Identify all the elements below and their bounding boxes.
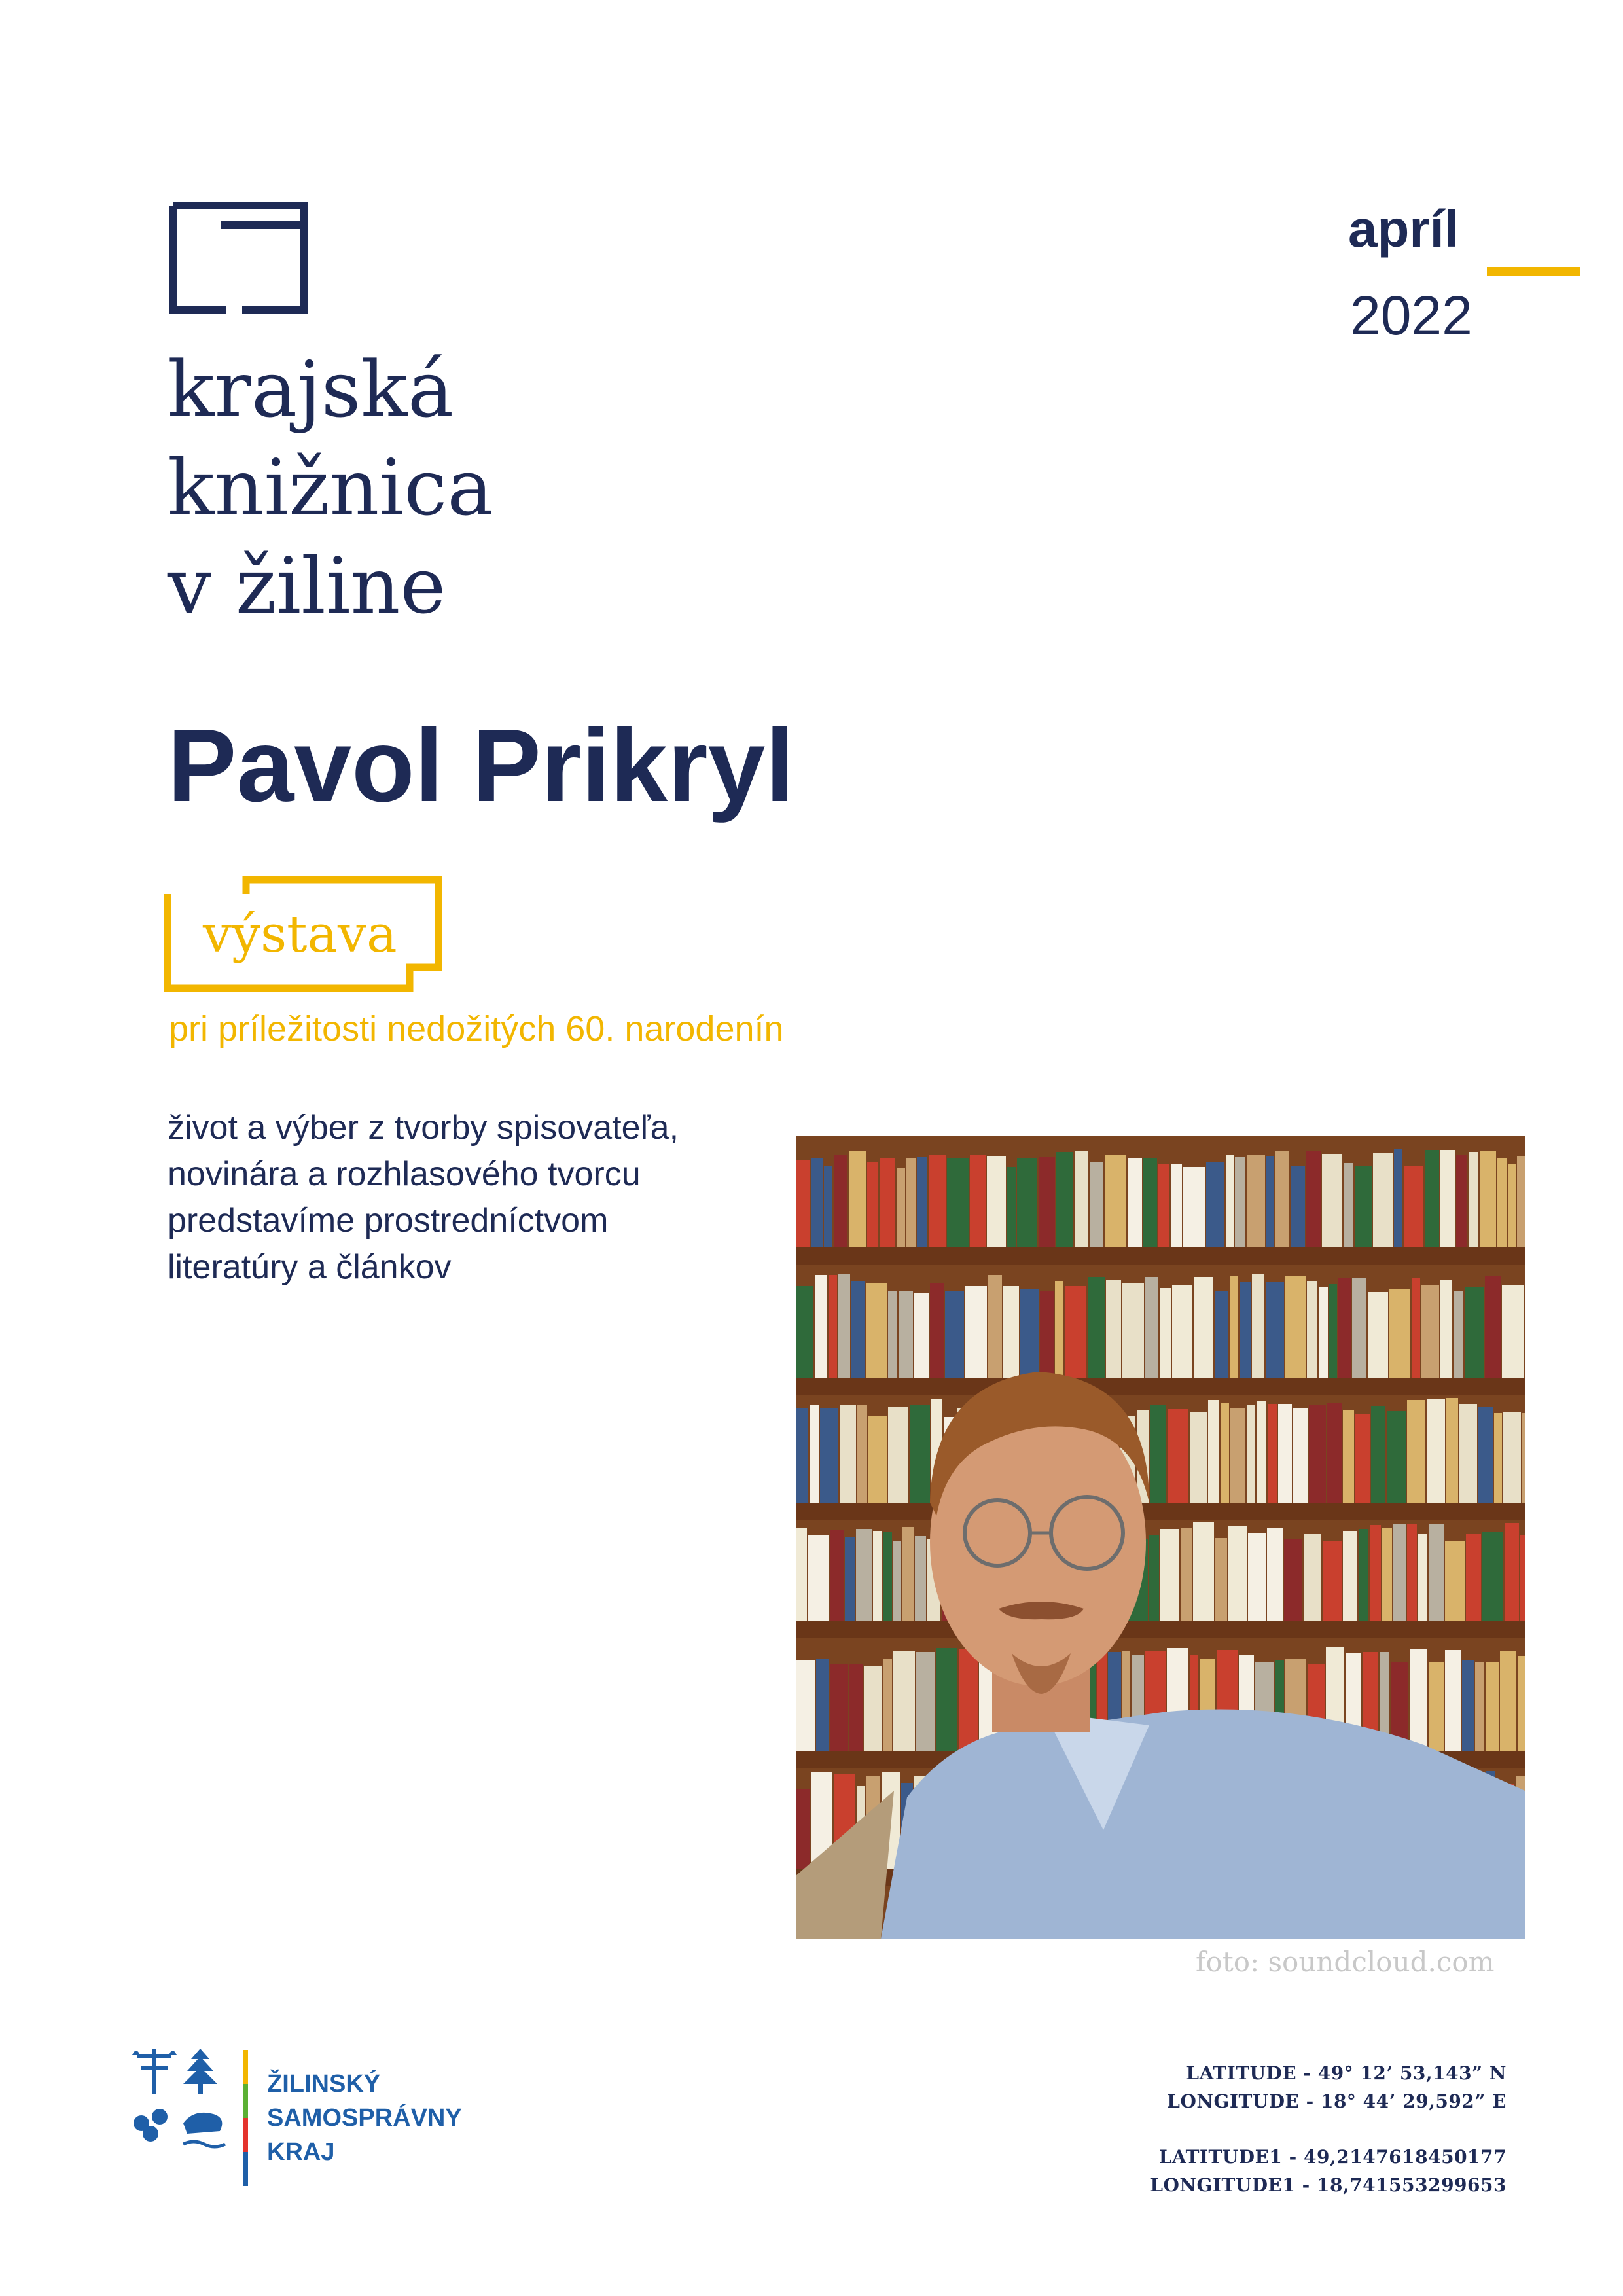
shelf-board [796,1247,1525,1265]
book-spine [1456,1155,1467,1247]
event-description [168,1105,822,1291]
book-spine [1088,1277,1105,1378]
book-spine [857,1405,867,1503]
library-name-line-1: krajská [168,344,454,435]
book-spine [1230,1408,1245,1503]
book-spine [840,1405,856,1503]
shelf-board [796,1503,1525,1520]
book-spine [1168,1409,1188,1503]
book-spine [1266,1282,1284,1378]
book-spine [1370,1525,1381,1621]
book-spine [899,1291,913,1378]
book-spine [1206,1162,1224,1247]
event-title: Pavol Prikryl [168,708,794,823]
book-spine [1215,1291,1228,1378]
book-spine [883,1659,892,1751]
book-spine [929,1155,946,1247]
book-spine [883,1532,892,1621]
book-spine [829,1275,837,1378]
book-spine [1230,1276,1238,1378]
book-spine [1445,1541,1465,1621]
book-spine [916,1652,935,1751]
description-line-2: novinára a rozhlasového tvorcu [168,1155,641,1193]
book-spine [1500,1651,1516,1751]
book-spine [1329,1284,1337,1378]
book-spine [820,1408,838,1503]
book-spine [1235,1157,1245,1247]
book-spine [815,1275,827,1378]
book-spine [1171,1164,1182,1247]
book-spine [849,1664,863,1751]
book-spine [1427,1399,1445,1503]
book-spine [868,1416,887,1503]
book-spine [1327,1403,1342,1503]
book-spine [1373,1153,1393,1247]
book-spine [867,1162,878,1247]
book-spine [1418,1534,1427,1621]
book-spine [856,1529,872,1621]
book-spine [1355,1414,1370,1503]
book-spine [959,1649,978,1751]
book-spine [1278,1404,1292,1503]
book-spine [824,1166,832,1247]
book-spine [1145,1277,1158,1378]
book-spine [1275,1151,1289,1247]
book-spine [906,1158,916,1247]
book-spine [1252,1274,1264,1378]
book-spine [897,1168,905,1247]
book-spine [1284,1539,1302,1621]
book-spine [914,1293,929,1378]
book-spine [816,1659,829,1751]
book-spine [1344,1163,1353,1247]
book-spine [1368,1292,1388,1378]
book-spine [1407,1524,1417,1621]
book-spine [1158,1164,1169,1247]
book-spine [1150,1405,1166,1503]
library-name-line-2: knižnica [168,442,493,533]
book-spine [1440,1150,1455,1247]
library-logo-icon [169,202,308,314]
library-name [168,340,493,635]
photo-credit: foto: soundcloud.com [1196,1946,1495,1978]
description-line-4: literatúry a článkov [168,1248,452,1286]
book-spine [1248,1533,1266,1621]
date-year: 2022 [1350,285,1472,346]
book-spine [1003,1286,1019,1378]
book-spine [1323,1541,1342,1621]
book-spine [1425,1150,1439,1247]
book-spine [1183,1167,1205,1247]
book-spine [1128,1158,1142,1247]
book-spine [888,1291,897,1378]
book-spine [1106,1280,1121,1378]
book-spine [1407,1400,1425,1503]
book-spine [812,1158,823,1247]
book-spine [1445,1650,1461,1751]
book-spine [1194,1277,1213,1378]
book-spine [965,1286,987,1378]
book-spine [1190,1412,1207,1503]
exhibition-label: výstava [203,905,397,964]
book-spine [1394,1149,1402,1247]
latitude: LATITUDE - 49° 12’ 53,143” N [1186,2062,1507,2084]
book-spine [1382,1528,1392,1621]
book-spine [1440,1280,1452,1378]
book-spine [1429,1524,1444,1621]
book-spine [838,1274,850,1378]
latitude1: LATITUDE1 - 49,2147618450177 [1158,2146,1507,2168]
book-spine [1215,1538,1227,1621]
description-line-3: predstavíme prostredníctvom [168,1202,609,1240]
book-spine [888,1407,908,1503]
region-name-line-1: ŽILINSKÝ [267,2070,381,2098]
book-spine [902,1527,914,1621]
book-spine [1421,1285,1439,1378]
book-spine [1482,1532,1503,1621]
book-spine [1355,1166,1372,1247]
coat-of-arms-icon [132,2049,225,2147]
book-spine [1007,1167,1016,1247]
coordinates-gap [1150,2115,1507,2143]
book-spine [796,1789,810,1869]
book-spine [1304,1534,1321,1621]
book-spine [1502,1285,1524,1378]
book-spine [1486,1662,1499,1751]
book-spine [1160,1288,1171,1378]
book-spine [930,1283,944,1378]
book-spine [1257,1401,1266,1503]
book-spine [1105,1155,1126,1247]
book-spine [1247,1405,1255,1503]
book-spine [1429,1662,1444,1751]
book-spine [796,1528,807,1621]
book-spine [1017,1158,1037,1247]
region-stripe-blue [243,2152,248,2186]
book-spine [1020,1289,1039,1378]
book-spine [910,1405,930,1503]
book-spine [830,1664,848,1751]
book-spine [1181,1528,1192,1621]
region-name-line-3: KRAJ [267,2138,335,2166]
book-spine [873,1531,882,1621]
book-spine [987,1156,1006,1247]
book-spine [1469,1152,1478,1247]
book-spine [1040,1291,1054,1378]
book-spine [893,1541,901,1621]
book-spine [945,1291,964,1378]
book-spine [880,1158,895,1247]
book-spine [1478,1407,1493,1503]
event-occasion: pri príležitosti nedožitých 60. narodenín [169,1009,784,1049]
book-spine [864,1666,882,1751]
book-spine [1494,1413,1502,1503]
book-spine [1247,1155,1265,1247]
book-spine [866,1283,887,1378]
book-spine [947,1158,969,1247]
book-spine [1454,1291,1463,1378]
book-spine [834,1155,847,1247]
book-spine [915,1536,926,1621]
book-spine [1322,1154,1342,1247]
book-spine [1518,1656,1525,1751]
book-spine [988,1275,1002,1378]
book-spine [1266,1156,1274,1247]
book-spine [1371,1406,1385,1503]
book-spine [1389,1289,1410,1378]
book-spine [1309,1405,1326,1503]
book-spine [796,1408,808,1503]
book-spine [1393,1524,1406,1621]
book-spine [845,1537,855,1621]
book-spine [810,1405,819,1503]
description-line-1: život a výber z tvorby spisovateľa, [168,1109,679,1147]
book-spine [1039,1157,1055,1247]
book-spine [796,1660,815,1751]
book-spine [1122,1283,1144,1378]
book-spine [1291,1166,1305,1247]
book-spine [1338,1278,1351,1378]
book-spine [1075,1151,1088,1247]
author-photo [796,1136,1525,1939]
book-spine [1285,1276,1306,1378]
book-spine [1307,1281,1317,1378]
book-spine [1267,1528,1283,1621]
book-spine [1359,1529,1368,1621]
book-spine [1160,1529,1179,1621]
book-spine [1387,1411,1406,1503]
book-spine [1462,1660,1474,1751]
book-spine [1208,1400,1219,1503]
book-spine [1466,1534,1481,1621]
book-spine [1520,1535,1525,1621]
book-spine [849,1151,866,1247]
book-spine [893,1651,915,1751]
book-spine [1221,1403,1229,1503]
book-spine [1268,1404,1277,1503]
coordinates-block [1150,2059,1507,2199]
region-name [267,2067,462,2169]
book-spine [830,1530,844,1621]
book-spine [1172,1285,1192,1378]
book-spine [1352,1278,1366,1378]
book-spine [1090,1162,1103,1247]
book-spine [1497,1158,1507,1247]
longitude: LONGITUDE - 18° 44’ 29,592” E [1167,2090,1507,2112]
book-spine [796,1160,810,1247]
book-spine [1319,1287,1328,1378]
book-spine [1412,1278,1420,1378]
book-spine [1475,1662,1484,1751]
region-stripe-green [243,2084,248,2118]
book-spine [1343,1531,1357,1621]
region-stripe-red [243,2118,248,2152]
book-spine [1065,1286,1086,1378]
book-spine [1056,1152,1073,1247]
region-name-line-2: SAMOSPRÁVNY [267,2104,462,2132]
book-spine [796,1286,813,1378]
book-spine [1149,1535,1159,1621]
book-spine [970,1155,986,1247]
book-spine [1410,1649,1427,1751]
book-spine [1193,1522,1214,1621]
book-spine [936,1648,957,1751]
book-spine [851,1281,865,1378]
book-spine [1055,1281,1063,1378]
book-spine [1293,1408,1308,1503]
book-spine [1240,1282,1251,1378]
region-stripe-yellow [243,2050,248,2084]
book-spine [1306,1151,1321,1247]
book-spine [1143,1158,1157,1247]
book-spine [1503,1412,1521,1503]
longitude1: LONGITUDE1 - 18,741553299653 [1150,2174,1507,2196]
book-spine [1505,1523,1519,1621]
book-spine [808,1535,829,1621]
book-spine [1522,1413,1525,1503]
book-spine [917,1157,927,1247]
book-spine [1508,1164,1516,1247]
book-spine [1226,1155,1234,1247]
library-name-line-3: v žiline [168,541,446,631]
date-month: apríl [1348,200,1459,258]
book-spine [1465,1287,1484,1378]
book-spine [1485,1276,1501,1378]
book-spine [1343,1410,1354,1503]
book-spine [1446,1398,1458,1503]
date-accent-bar [1487,267,1580,276]
book-spine [1517,1156,1525,1247]
book-spine [1228,1526,1247,1621]
shelf-board [796,1621,1525,1638]
book-spine [1480,1151,1496,1247]
book-spine [1404,1166,1423,1247]
shelf-board [796,1378,1525,1395]
book-spine [1459,1404,1477,1503]
